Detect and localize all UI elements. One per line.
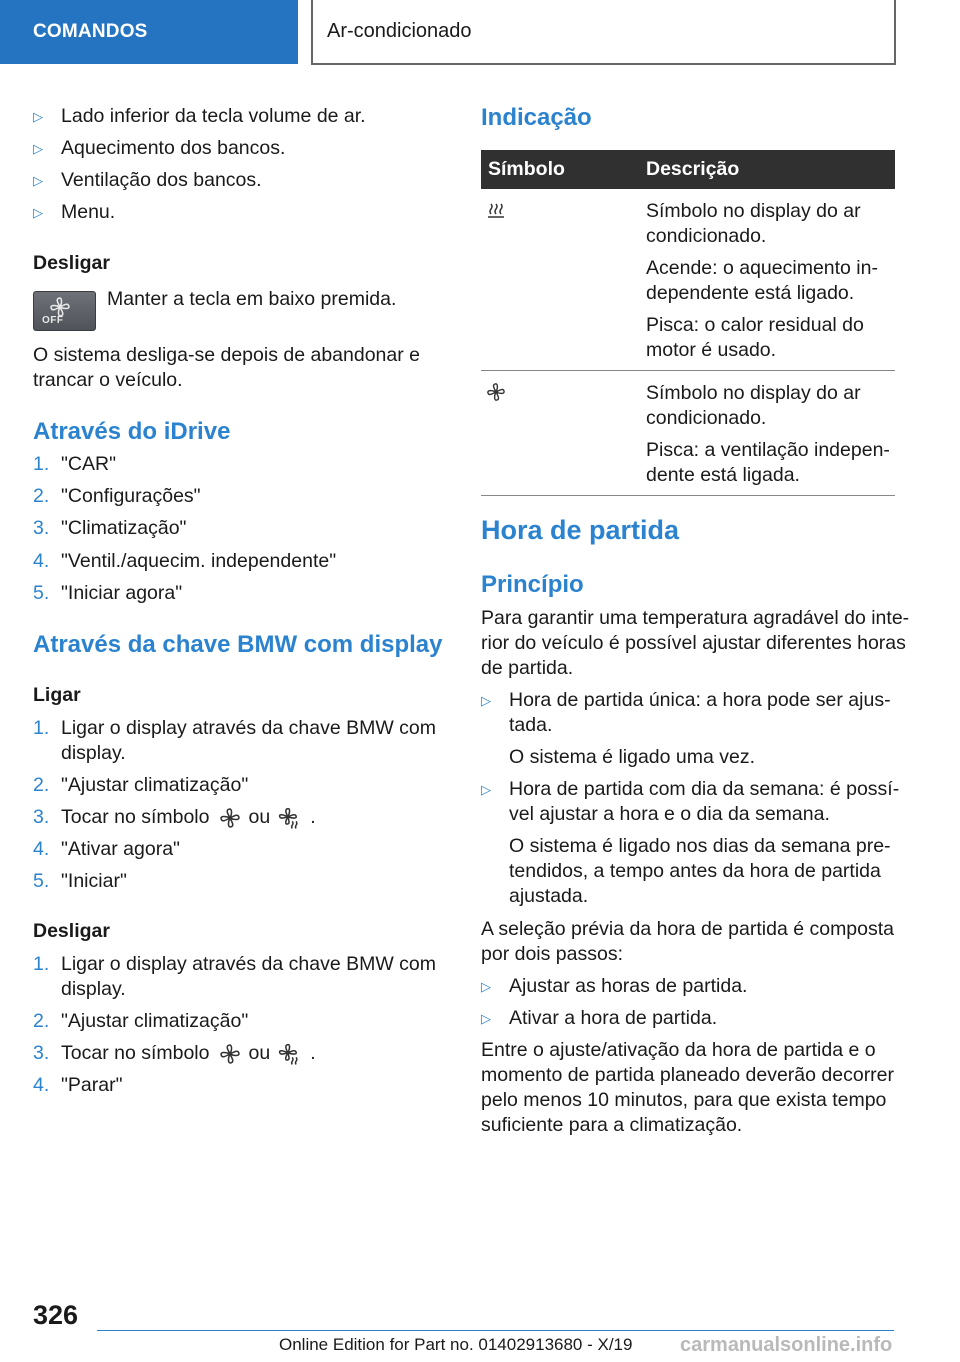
footer-divider	[97, 1330, 894, 1331]
fan-heat-icon	[278, 1043, 300, 1065]
list-item: 4. "Ativar agora"	[33, 838, 180, 860]
paragraph-line: suficiente para a climatização.	[481, 1114, 743, 1136]
fan-icon	[219, 807, 241, 829]
list-item-continuation: tendidos, a tempo antes da hora de partida	[509, 860, 881, 882]
desligar2-heading: Desligar	[33, 920, 110, 942]
list-item-continuation: tada.	[509, 714, 553, 736]
fan-heat-icon	[278, 807, 300, 829]
paragraph-line: momento de partida planeado deverão decorrer	[481, 1064, 895, 1086]
list-item-continuation: display.	[61, 978, 126, 1000]
desligar-text: Manter a tecla em baixo premida.	[107, 288, 397, 310]
list-item-continuation: O sistema é ligado uma vez.	[509, 746, 756, 768]
system-off-text-1: O sistema desliga-se depois de abandonar e	[33, 344, 420, 366]
list-item: ▷ Hora de partida com dia da semana: é possí-	[481, 778, 900, 800]
fan-off-key-image	[33, 291, 96, 331]
off-label: OFF	[42, 315, 64, 326]
principio-heading: Princípio	[481, 571, 584, 598]
desligar-heading: Desligar	[33, 252, 110, 274]
triangle-bullet-icon: ▷	[33, 141, 43, 156]
list-item: 4. "Ventil./aquecim. independente"	[33, 550, 337, 572]
list-item: 1. Ligar o display através da chave BMW com	[33, 953, 436, 975]
triangle-bullet-icon: ▷	[33, 205, 43, 220]
list-item: ▷ Menu.	[33, 201, 116, 223]
hora-partida-heading: Hora de partida	[481, 515, 680, 545]
list-item-continuation: display.	[61, 742, 126, 764]
table-row: Símbolo no display do ar condicionado. Pisca: a ventilação indepen- dente está ligada.	[481, 371, 895, 496]
list-item: 2. "Ajustar climatização"	[33, 774, 249, 796]
fan-icon	[219, 1043, 241, 1065]
fan-icon	[486, 382, 506, 402]
list-item: 4. "Parar"	[33, 1074, 123, 1096]
ligar-heading: Ligar	[33, 684, 81, 706]
list-item: 3. "Climatização"	[33, 517, 187, 539]
list-item: 5. "Iniciar"	[33, 870, 127, 892]
list-item: ▷ Ativar a hora de partida.	[481, 1007, 718, 1029]
table-row: Símbolo no display do ar condicionado. Acende: o aquecimento in- dependente está ligado. Pisca: o calor residual do motor é usado.	[481, 189, 895, 371]
list-item-continuation: ajustada.	[509, 885, 589, 907]
paragraph-line: de partida.	[481, 657, 574, 679]
list-item-continuation: vel ajustar a hora e o dia da semana.	[509, 803, 830, 825]
paragraph-line: Entre o ajuste/ativação da hora de partida e o	[481, 1039, 876, 1061]
paragraph-line: por dois passos:	[481, 943, 623, 965]
heat-icon	[486, 200, 506, 220]
triangle-bullet-icon: ▷	[33, 109, 43, 124]
page-title: Ar-condicionado	[311, 0, 896, 65]
list-item: ▷ Hora de partida única: a hora pode ser ajus-	[481, 689, 891, 711]
indicacao-heading: Indicação	[481, 104, 592, 131]
triangle-bullet-icon: ▷	[33, 173, 43, 188]
triangle-bullet-icon: ▷	[481, 979, 491, 994]
table-header-symbol: Símbolo	[481, 150, 640, 189]
list-item: 2. "Ajustar climatização"	[33, 1010, 249, 1032]
watermark: carmanualsonline.info	[680, 1334, 893, 1356]
symbol-table	[481, 150, 895, 496]
triangle-bullet-icon: ▷	[481, 693, 491, 708]
paragraph-line: Para garantir uma temperatura agradável do inte-	[481, 607, 910, 629]
list-item-continuation: O sistema é ligado nos dias da semana pre-	[509, 835, 891, 857]
list-item: 5. "Iniciar agora"	[33, 582, 183, 604]
section-tab: COMANDOS	[0, 0, 298, 64]
page-number: 326	[33, 1300, 79, 1330]
system-off-text-2: trancar o veículo.	[33, 369, 183, 391]
list-item: 1. "CAR"	[33, 453, 117, 475]
edition-text: Online Edition for Part no. 01402913680 - X/19	[279, 1335, 633, 1354]
list-item: 2. "Configurações"	[33, 485, 201, 507]
triangle-bullet-icon: ▷	[481, 1011, 491, 1026]
list-item: ▷ Aquecimento dos bancos.	[33, 137, 286, 159]
list-item: 3. Tocar no símbolo ou .	[33, 806, 316, 828]
key-display-heading: Através da chave BMW com display	[33, 631, 443, 658]
list-item: ▷ Lado inferior da tecla volume de ar.	[33, 105, 366, 127]
paragraph-line: pelo menos 10 minutos, para que exista tempo	[481, 1089, 887, 1111]
table-header-description: Descrição	[640, 150, 895, 189]
paragraph-line: rior do veículo é possível ajustar diferentes horas	[481, 632, 906, 654]
list-item: 1. Ligar o display através da chave BMW com	[33, 717, 436, 739]
list-item: ▷ Ventilação dos bancos.	[33, 169, 262, 191]
list-item: ▷ Ajustar as horas de partida.	[481, 975, 748, 997]
paragraph-line: A seleção prévia da hora de partida é composta	[481, 918, 895, 940]
triangle-bullet-icon: ▷	[481, 782, 491, 797]
idrive-heading: Através do iDrive	[33, 418, 231, 445]
list-item: 3. Tocar no símbolo ou .	[33, 1042, 316, 1064]
